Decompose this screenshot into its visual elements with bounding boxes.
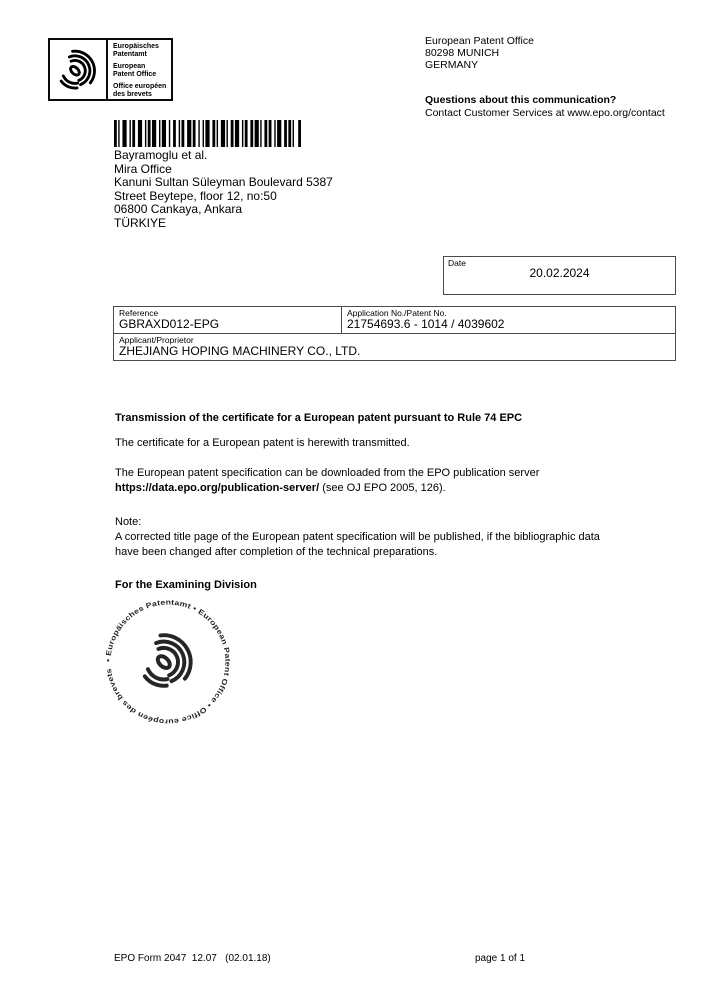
body-text-line: The European patent specification can be downloaded from the EPO publication server — [115, 467, 540, 479]
examining-division-signature: For the Examining Division — [115, 579, 257, 591]
questions-heading: Questions about this communication? — [425, 94, 617, 106]
recipient-line: TÜRKIYE — [114, 215, 167, 230]
questions-contact: Contact Customer Services at www.epo.org/contact — [425, 106, 665, 119]
document-title: Transmission of the certificate for a European patent pursuant to Rule 74 EPC — [115, 412, 523, 424]
application-value: 21754693.6 - 1014 / 4039602 — [347, 317, 505, 331]
reference-table — [113, 306, 676, 361]
epo-logo-names — [108, 40, 171, 99]
reference-label: Reference — [119, 308, 159, 318]
recipient-line: Street Beytepe, floor 12, no:50 — [114, 188, 277, 203]
application-label: Application No./Patent No. — [347, 308, 447, 318]
note-line: A corrected title page of the European patent specification will be published, if the bibliographic data — [115, 531, 600, 543]
org-name-en-line1: European — [113, 63, 146, 70]
table-row — [114, 334, 675, 360]
date-box — [443, 256, 676, 295]
office-address-line: GERMANY — [425, 59, 479, 71]
publication-server-url: https://data.epo.org/publication-server/ — [115, 482, 320, 494]
page-indicator: page 1 of 1 — [475, 953, 526, 964]
org-name-fr-line1: Office européen — [113, 83, 167, 90]
office-address-line: European Patent Office — [425, 35, 534, 47]
date-value: 20.02.2024 — [529, 266, 590, 280]
examining-division-stamp — [101, 595, 235, 729]
questions-block — [425, 94, 665, 119]
letter-body — [115, 411, 677, 593]
office-address — [425, 35, 534, 71]
epo-logo-box — [48, 38, 173, 101]
org-name-de-line1: Europäisches — [113, 43, 159, 50]
date-label: Date — [448, 258, 466, 268]
stamp-ring-text: • Europäisches Patentamt • European Patent Office • Office européen des brevets — [103, 597, 233, 727]
org-name-fr-line2: des brevets — [113, 91, 152, 98]
applicant-value: ZHEJIANG HOPING MACHINERY CO., LTD. — [119, 344, 361, 358]
note-line: have been changed after completion of the technical preparations. — [115, 546, 438, 558]
recipient-line: Bayramoglu et al. — [114, 148, 208, 162]
applicant-label: Applicant/Proprietor — [119, 335, 194, 345]
reference-value: GBRAXD012-EPG — [119, 317, 220, 331]
table-row — [114, 307, 675, 334]
recipient-line: Mira Office — [114, 161, 172, 176]
form-number: EPO Form 2047 12.07 (02.01.18) — [114, 953, 271, 964]
recipient-address — [114, 149, 333, 230]
note-block — [115, 515, 677, 560]
body-paragraph — [115, 466, 677, 496]
office-address-line: 80298 MUNICH — [425, 47, 500, 59]
body-paragraph: The certificate for a European patent is herewith transmitted. — [115, 437, 410, 449]
reference-cell — [114, 307, 342, 333]
org-name-de-line2: Patentamt — [113, 51, 147, 58]
recipient-line: 06800 Cankaya, Ankara — [114, 202, 243, 216]
application-cell — [342, 307, 675, 333]
barcode — [114, 120, 301, 147]
note-label: Note: — [115, 516, 142, 528]
body-text-rest: (see OJ EPO 2005, 126). — [319, 482, 446, 494]
recipient-line: Kanuni Sultan Süleyman Boulevard 5387 — [114, 175, 333, 189]
stamp-swirl-icon — [133, 628, 198, 692]
epo-logo-icon — [50, 40, 108, 99]
org-name-en-line2: Patent Office — [113, 71, 157, 78]
applicant-cell — [114, 334, 675, 360]
